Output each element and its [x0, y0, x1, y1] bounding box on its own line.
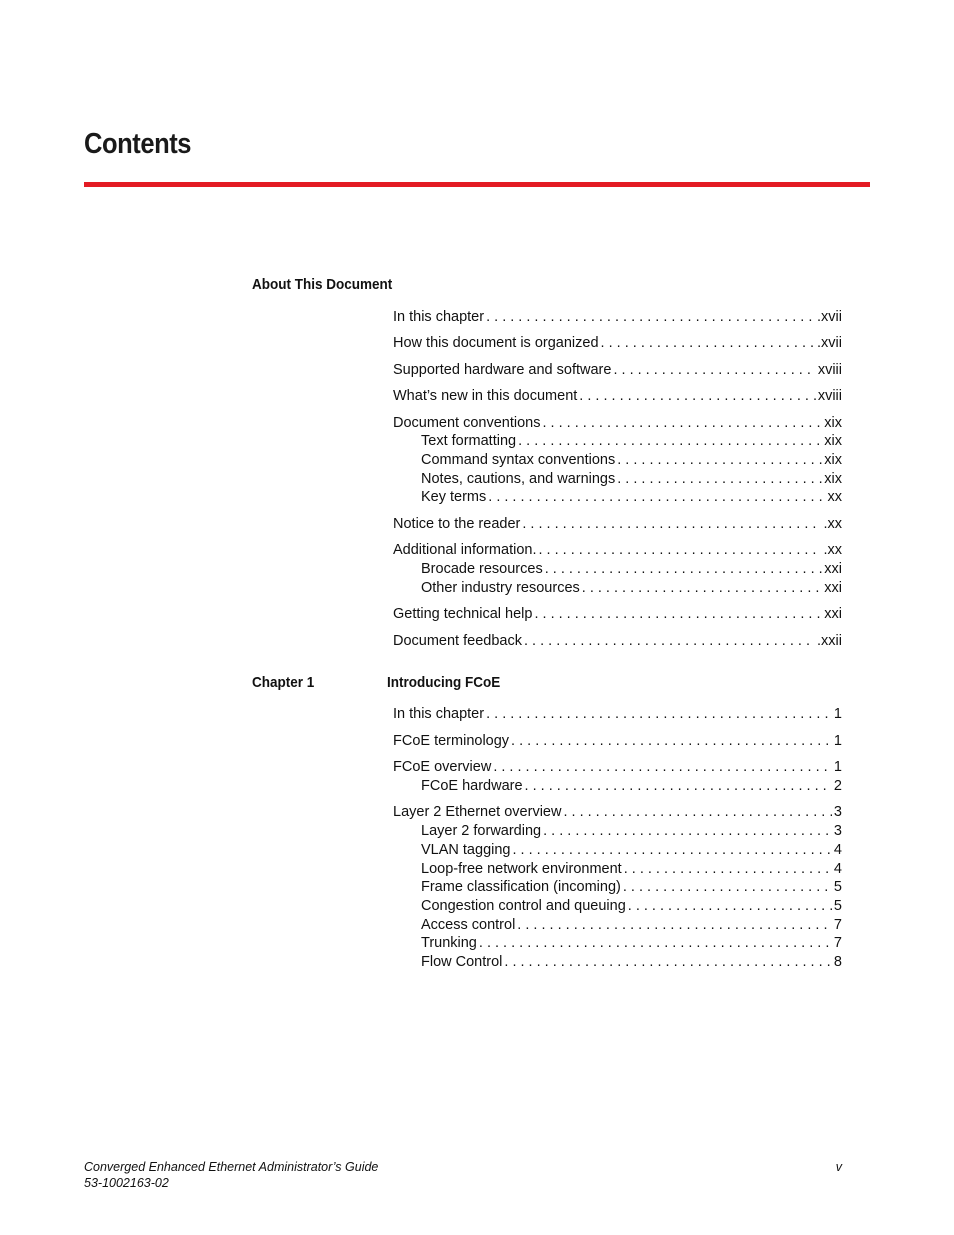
toc-entry-page: 5 [833, 879, 842, 895]
toc-entry-page: xxi [824, 580, 842, 596]
dot-leader [522, 515, 821, 533]
dot-leader [617, 470, 822, 488]
toc-entry[interactable] [393, 732, 842, 750]
toc-entry[interactable] [421, 432, 842, 450]
toc-entry-page: xxi [824, 561, 842, 577]
toc-entry[interactable] [393, 541, 842, 559]
dot-leader [538, 541, 821, 559]
toc-entry[interactable] [421, 897, 842, 915]
dot-leader [493, 758, 832, 776]
toc-entry[interactable] [421, 916, 842, 934]
toc-entry[interactable] [393, 803, 842, 821]
toc-entry-label: Congestion control and queuing [421, 898, 626, 914]
toc-entry[interactable] [421, 579, 842, 597]
dot-leader [524, 632, 815, 650]
toc-entry-label: Key terms [421, 489, 487, 505]
dot-leader [486, 308, 815, 326]
dot-leader [623, 878, 832, 896]
toc-entry-label: Command syntax conventions [421, 452, 616, 468]
toc-entry[interactable] [393, 334, 842, 352]
toc-entry-label: Layer 2 Ethernet overview [393, 804, 562, 820]
toc-entry-label: Layer 2 forwarding [421, 823, 542, 839]
chapter-number: Chapter 1 [252, 674, 315, 691]
toc-entry-label: Additional information. [393, 542, 537, 558]
chapter-title: Introducing FCoE [387, 674, 501, 691]
toc-entry-label: Notes, cautions, and warnings [421, 471, 616, 487]
toc-entry-page: 7 [833, 917, 842, 933]
toc-entry[interactable] [421, 488, 842, 506]
toc-entry[interactable] [421, 777, 842, 795]
toc-entry-label: Document conventions [393, 415, 541, 431]
toc-entry-page: 5 [833, 898, 842, 914]
toc-entry-label: FCoE overview [393, 759, 492, 775]
toc-entry-label: FCoE terminology [393, 733, 510, 749]
dot-leader [563, 803, 831, 821]
title-rule [84, 182, 870, 187]
toc-entry-page: 4 [833, 842, 842, 858]
toc-entry[interactable] [393, 758, 842, 776]
toc-entry[interactable] [393, 632, 842, 650]
toc-entry-label: Access control [421, 917, 516, 933]
toc-entry[interactable] [421, 878, 842, 896]
dot-leader [628, 897, 832, 915]
toc-entry-page: 3 [833, 823, 842, 839]
dot-leader [543, 822, 832, 840]
toc-entry-label: Notice to the reader [393, 516, 521, 532]
dot-leader [543, 414, 823, 432]
toc-entry-page: xviii [817, 362, 842, 378]
toc-entry[interactable] [393, 605, 842, 623]
toc-entry-label: Brocade resources [421, 561, 543, 577]
dot-leader [518, 432, 822, 450]
dot-leader [479, 934, 832, 952]
dot-leader [601, 334, 815, 352]
toc-entry[interactable] [421, 822, 842, 840]
dot-leader [579, 387, 816, 405]
toc-entry-page: .xvii [817, 309, 842, 325]
toc-entry[interactable] [393, 515, 842, 533]
page-title: Contents [84, 128, 192, 160]
toc-entry[interactable] [393, 414, 842, 432]
toc-entry-label: Text formatting [421, 433, 517, 449]
dot-leader [613, 361, 815, 379]
toc-entry-page: xix [824, 471, 842, 487]
toc-entry-label: Loop-free network environment [421, 861, 622, 877]
toc-entry-page: 2 [833, 778, 842, 794]
toc-entry-page: .xx [823, 516, 842, 532]
dot-leader [545, 560, 823, 578]
toc-entry-label: Flow Control [421, 954, 503, 970]
toc-entry[interactable] [421, 860, 842, 878]
toc-entry-page: 4 [833, 861, 842, 877]
dot-leader [624, 860, 832, 878]
footer-doc-number: 53-1002163-02 [84, 1176, 169, 1190]
toc-entry-page: .xxii [817, 633, 842, 649]
toc-entry-page: .xx [823, 542, 842, 558]
dot-leader [504, 953, 832, 971]
toc-entry-label: VLAN tagging [421, 842, 511, 858]
dot-leader [517, 916, 832, 934]
toc-entry-label: Supported hardware and software [393, 362, 612, 378]
toc-entry-page: xxi [824, 606, 842, 622]
toc-entry-label: In this chapter [393, 309, 485, 325]
toc-entry-page: xix [824, 433, 842, 449]
toc-entry-label: FCoE hardware [421, 778, 523, 794]
toc-entry[interactable] [393, 361, 842, 379]
toc-entry-page: 1 [833, 706, 842, 722]
toc-entry-label: What’s new in this document [393, 388, 578, 404]
toc-entry[interactable] [421, 560, 842, 578]
toc-entry[interactable] [421, 451, 842, 469]
toc-entry-label: Document feedback [393, 633, 522, 649]
toc-entry-label: How this document is organized [393, 335, 599, 351]
dot-leader [582, 579, 823, 597]
footer-page-number: v [835, 1160, 842, 1174]
dot-leader [534, 605, 822, 623]
dot-leader [525, 777, 832, 795]
section-heading-about: About This Document [252, 276, 393, 293]
toc-entry-page: 1 [833, 733, 842, 749]
dot-leader [617, 451, 822, 469]
toc-entry[interactable] [421, 841, 842, 859]
toc-entry-page: 3 [833, 804, 842, 820]
dot-leader [488, 488, 825, 506]
toc-entry[interactable] [421, 953, 842, 971]
toc-entry[interactable] [393, 705, 842, 723]
toc-entry-page: 8 [833, 954, 842, 970]
footer-guide-title: Converged Enhanced Ethernet Administrator’s Guide [84, 1160, 379, 1174]
toc-entry[interactable] [421, 934, 842, 952]
dot-leader [511, 732, 832, 750]
toc-entry-page: xix [824, 415, 842, 431]
toc-entry-page: xx [827, 489, 842, 505]
toc-entry-page: 7 [833, 935, 842, 951]
toc-entry-label: Frame classification (incoming) [421, 879, 621, 895]
toc-entry[interactable] [421, 470, 842, 488]
toc-entry-label: Other industry resources [421, 580, 580, 596]
dot-leader [512, 841, 831, 859]
toc-entry-page: xviii [817, 388, 842, 404]
toc-entry[interactable] [393, 308, 842, 326]
toc-entry-label: Trunking [421, 935, 477, 951]
toc-entry[interactable] [393, 387, 842, 405]
toc-entry-label: In this chapter [393, 706, 485, 722]
toc-entry-page: xix [824, 452, 842, 468]
toc-entry-label: Getting technical help [393, 606, 533, 622]
dot-leader [486, 705, 832, 723]
toc-entry-page: 1 [833, 759, 842, 775]
toc-entry-page: .xvii [817, 335, 842, 351]
